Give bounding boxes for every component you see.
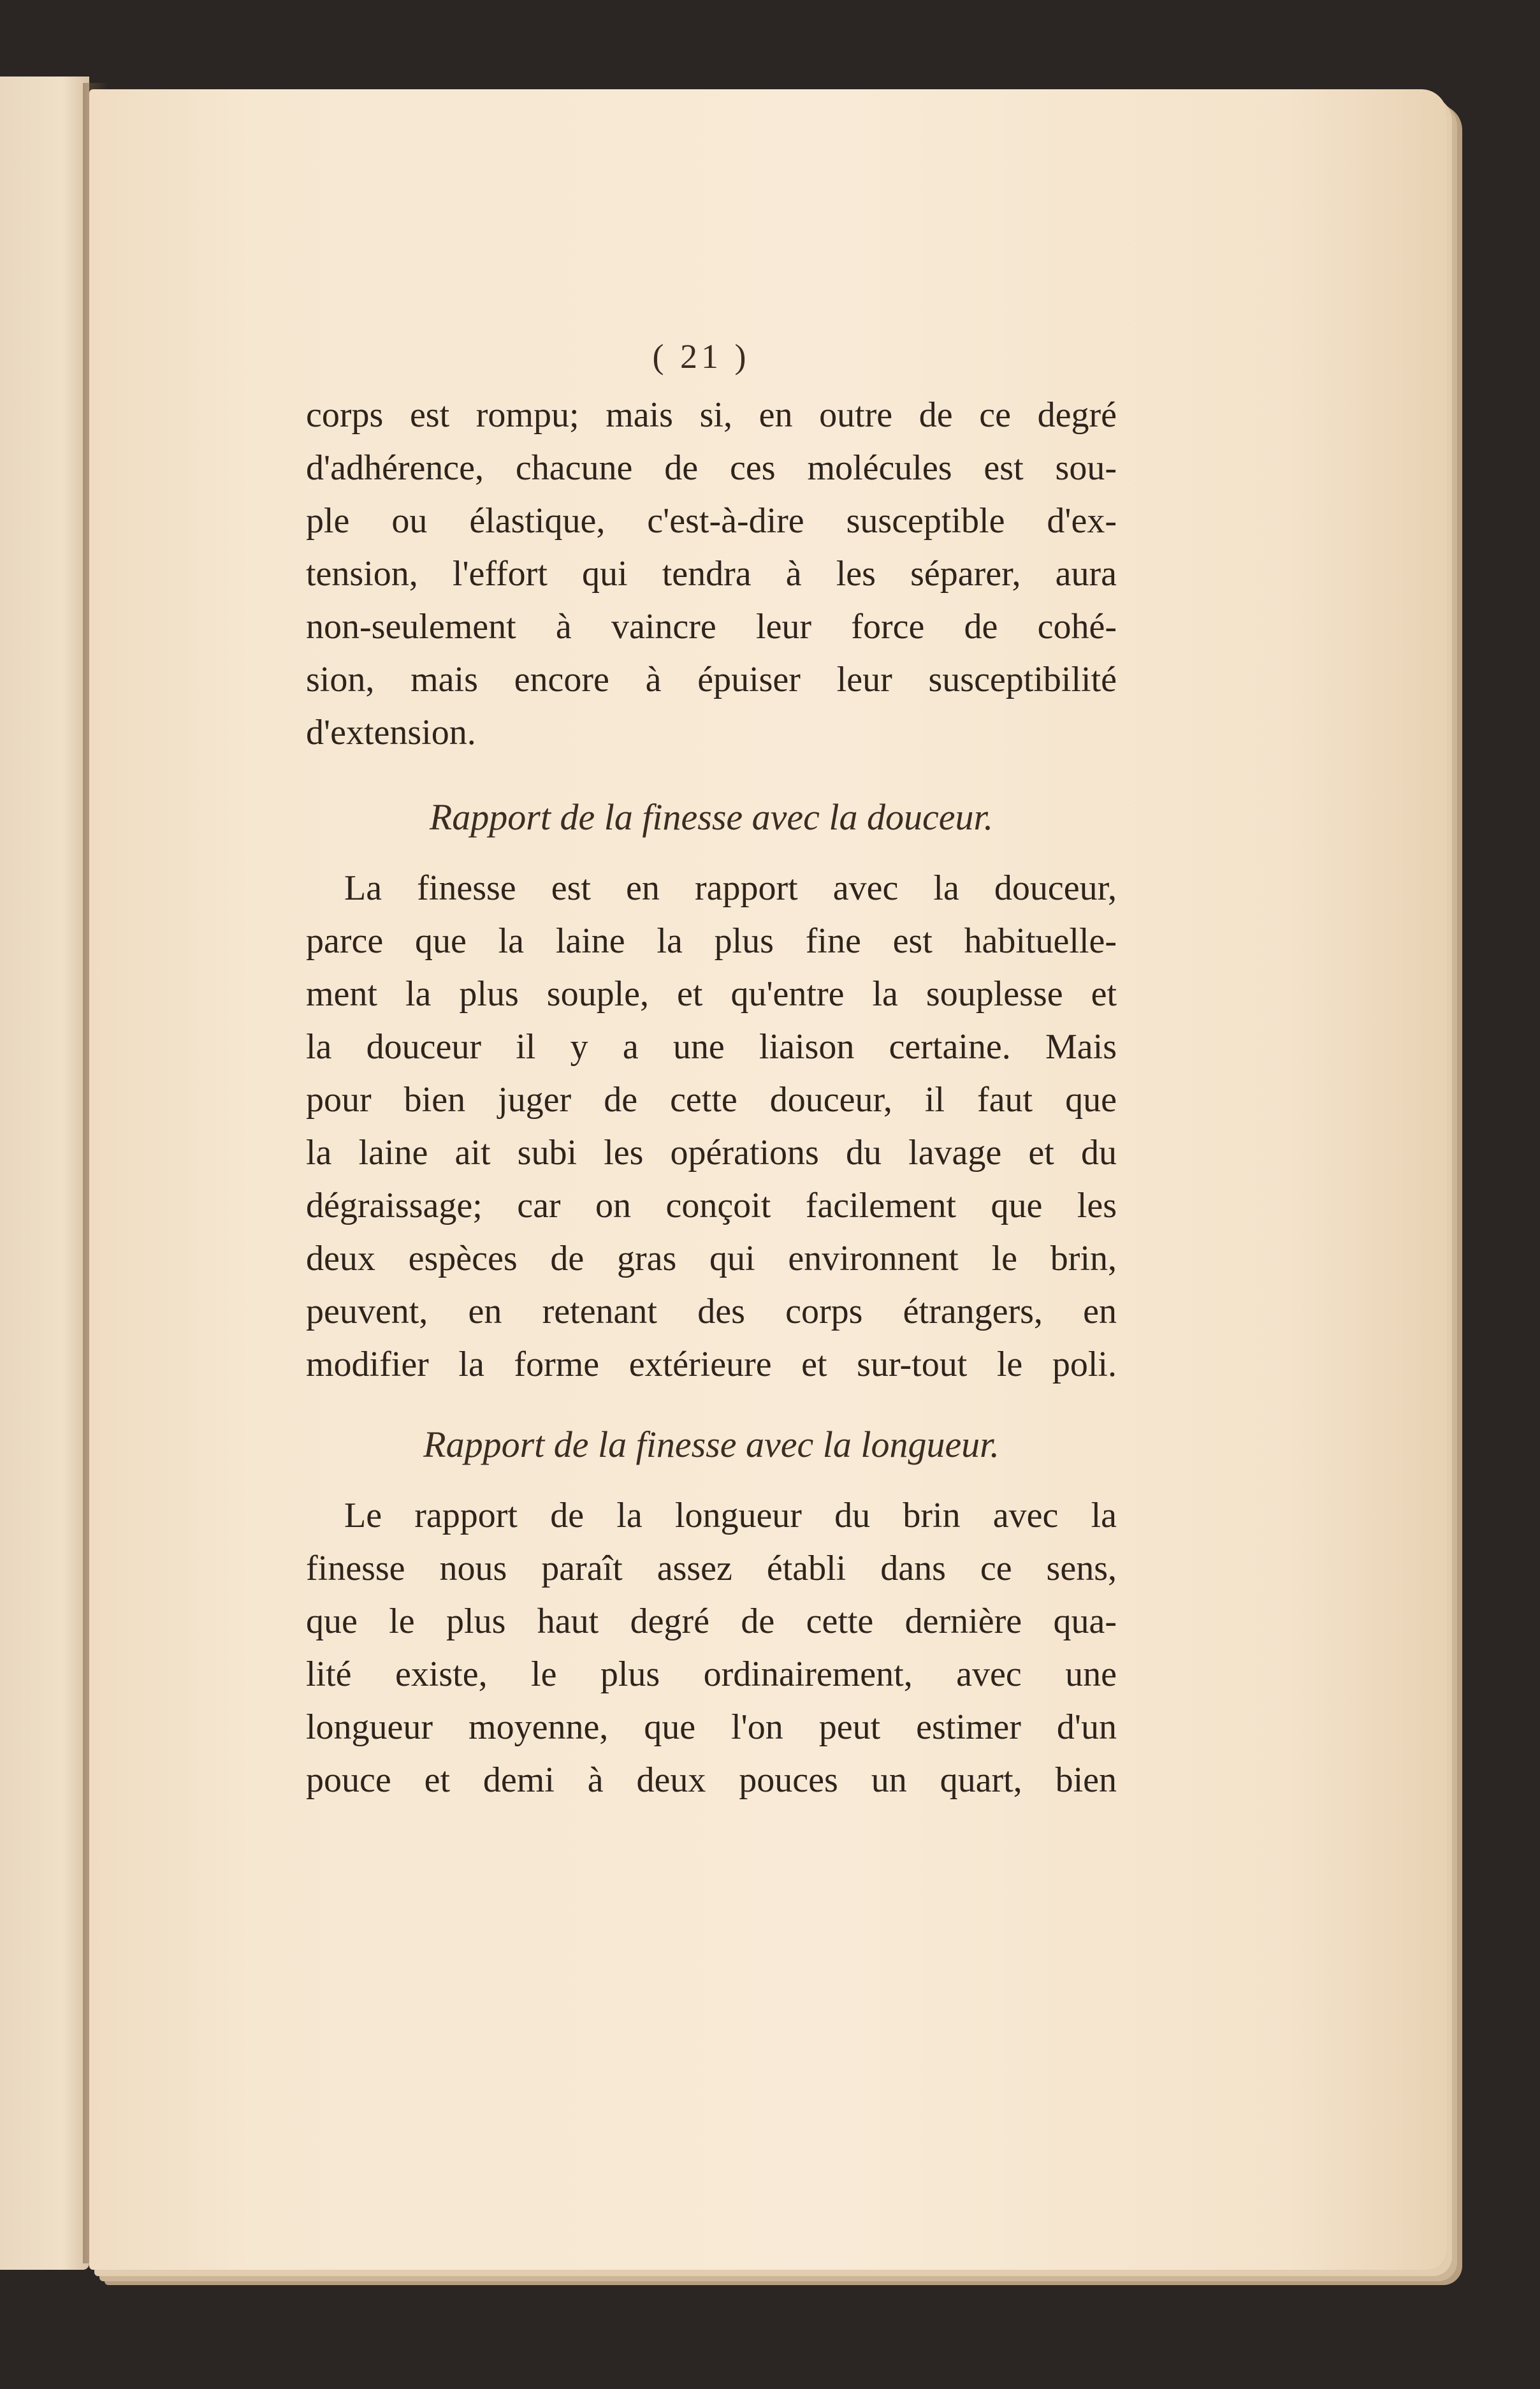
text-line: non-seulement à vaincre leur force de cohé-	[306, 607, 1117, 647]
text-line: modifier la forme extérieure et sur-tout le poli.	[306, 1345, 1117, 1384]
text-line: longueur moyenne, que l'on peut estimer d'un	[306, 1707, 1117, 1747]
text-line: d'adhérence, chacune de ces molécules est sou-	[306, 448, 1117, 488]
text-line: pour bien juger de cette douceur, il faut que	[306, 1080, 1117, 1120]
text-line: ple ou élastique, c'est-à-dire susceptible d'ex-	[306, 501, 1117, 541]
left-page-edge	[0, 77, 89, 2270]
text-line: peuvent, en retenant des corps étrangers, en	[306, 1292, 1117, 1331]
page-number: ( 21 )	[652, 337, 750, 376]
text-line: deux espèces de gras qui environnent le brin,	[306, 1239, 1117, 1278]
text-line: que le plus haut degré de cette dernière qua-	[306, 1602, 1117, 1641]
text-line: corps est rompu; mais si, en outre de ce degré	[306, 395, 1117, 435]
text-line: pouce et demi à deux pouces un quart, bien	[306, 1760, 1117, 1800]
text-line: Le rapport de la longueur du brin avec la	[344, 1496, 1117, 1535]
paragraph-3	[306, 1489, 1117, 1807]
text-line: d'extension.	[306, 713, 476, 752]
paragraph-1	[306, 389, 1117, 759]
text-line: ment la plus souple, et qu'entre la souplesse et	[306, 974, 1117, 1014]
section-heading-douceur: Rapport de la finesse avec la douceur.	[429, 796, 994, 838]
section-heading-longueur: Rapport de la finesse avec la longueur.	[423, 1424, 999, 1465]
paragraph-2	[306, 862, 1117, 1391]
text-line: lité existe, le plus ordinairement, avec une	[306, 1655, 1117, 1694]
text-line: parce que la laine la plus fine est habituelle-	[306, 921, 1117, 961]
text-line: finesse nous paraît assez établi dans ce sens,	[306, 1549, 1117, 1588]
text-line: La finesse est en rapport avec la douceur,	[344, 868, 1117, 908]
text-line: la laine ait subi les opérations du lavage et du	[306, 1133, 1117, 1173]
text-line: tension, l'effort qui tendra à les séparer, aura	[306, 554, 1117, 594]
text-line: dégraissage; car on conçoit facilement que les	[306, 1186, 1117, 1225]
text-line: sion, mais encore à épuiser leur susceptibilité	[306, 660, 1117, 699]
text-line: la douceur il y a une liaison certaine. Mais	[306, 1027, 1117, 1067]
